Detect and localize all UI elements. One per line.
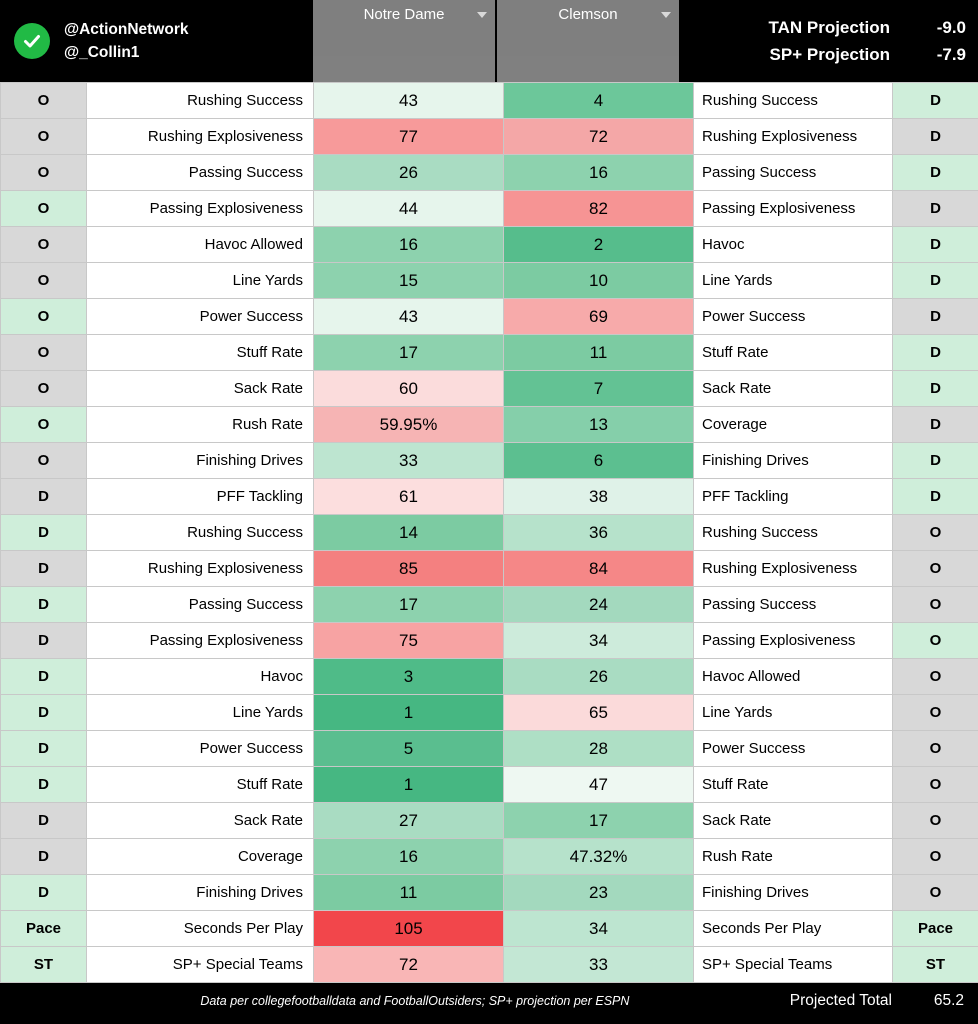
row-side-left: D: [1, 839, 87, 875]
row-value-left: 33: [314, 443, 504, 479]
row-value-left: 1: [314, 767, 504, 803]
projections-panel: [679, 0, 978, 82]
team-select-right[interactable]: [497, 0, 679, 29]
row-side-right: O: [893, 551, 978, 587]
row-metric-left: Rushing Success: [87, 83, 314, 119]
row-value-left: 17: [314, 587, 504, 623]
row-side-left: D: [1, 803, 87, 839]
row-side-left: O: [1, 407, 87, 443]
projected-total: [790, 992, 978, 1010]
table-row: [1, 299, 978, 335]
row-side-right: O: [893, 659, 978, 695]
row-value-left: 77: [314, 119, 504, 155]
row-metric-left: Rushing Explosiveness: [87, 551, 314, 587]
team-select-left-label: Notre Dame: [363, 6, 445, 23]
row-metric-right: Rushing Explosiveness: [694, 551, 893, 587]
row-value-right: 10: [504, 263, 694, 299]
row-value-left: 3: [314, 659, 504, 695]
team-selectors: [313, 0, 679, 82]
row-side-left: O: [1, 443, 87, 479]
row-metric-right: Finishing Drives: [694, 875, 893, 911]
handles: [64, 18, 188, 64]
row-value-left: 60: [314, 371, 504, 407]
verified-check-icon: [14, 23, 50, 59]
row-side-right: D: [893, 119, 978, 155]
projection-value: -9.0: [936, 18, 966, 37]
matchup-table: [0, 82, 978, 983]
row-side-left: D: [1, 659, 87, 695]
table-row: [1, 443, 978, 479]
row-side-right: O: [893, 803, 978, 839]
row-value-right: 34: [504, 911, 694, 947]
table-row: [1, 263, 978, 299]
row-metric-right: Stuff Rate: [694, 335, 893, 371]
table-row: [1, 479, 978, 515]
row-side-left: D: [1, 767, 87, 803]
row-metric-left: Passing Explosiveness: [87, 623, 314, 659]
row-metric-right: Havoc Allowed: [694, 659, 893, 695]
row-value-right: 82: [504, 191, 694, 227]
row-side-left: D: [1, 695, 87, 731]
row-side-left: D: [1, 479, 87, 515]
row-value-right: 13: [504, 407, 694, 443]
row-metric-left: Sack Rate: [87, 803, 314, 839]
table-row: [1, 695, 978, 731]
row-metric-left: Finishing Drives: [87, 443, 314, 479]
row-value-left: 44: [314, 191, 504, 227]
row-side-left: O: [1, 155, 87, 191]
row-metric-left: Stuff Rate: [87, 767, 314, 803]
row-side-right: D: [893, 479, 978, 515]
row-side-right: O: [893, 587, 978, 623]
row-side-left: O: [1, 371, 87, 407]
row-value-left: 16: [314, 227, 504, 263]
team-select-left[interactable]: [313, 0, 495, 29]
row-value-left: 14: [314, 515, 504, 551]
table-row: [1, 623, 978, 659]
row-value-right: 11: [504, 335, 694, 371]
row-value-right: 28: [504, 731, 694, 767]
row-value-left: 26: [314, 155, 504, 191]
row-metric-right: Line Yards: [694, 263, 893, 299]
row-value-left: 5: [314, 731, 504, 767]
table-row: [1, 119, 978, 155]
row-metric-left: Power Success: [87, 299, 314, 335]
row-metric-right: Coverage: [694, 407, 893, 443]
footer: [0, 983, 978, 1019]
row-metric-right: Stuff Rate: [694, 767, 893, 803]
row-value-right: 26: [504, 659, 694, 695]
row-value-right: 2: [504, 227, 694, 263]
projection-value: -7.9: [936, 45, 966, 64]
table-row: [1, 551, 978, 587]
table-row: [1, 587, 978, 623]
table-row: [1, 407, 978, 443]
row-side-right: O: [893, 623, 978, 659]
table-row: [1, 83, 978, 119]
row-metric-right: Power Success: [694, 299, 893, 335]
row-value-right: 47.32%: [504, 839, 694, 875]
row-metric-left: Havoc: [87, 659, 314, 695]
row-side-left: D: [1, 875, 87, 911]
row-side-left: O: [1, 299, 87, 335]
row-value-right: 47: [504, 767, 694, 803]
row-metric-left: Stuff Rate: [87, 335, 314, 371]
header-filler-left: [313, 29, 495, 56]
row-value-left: 85: [314, 551, 504, 587]
row-metric-right: Finishing Drives: [694, 443, 893, 479]
row-metric-left: Rushing Success: [87, 515, 314, 551]
header: [0, 0, 978, 82]
header-filler-row-2: [313, 56, 679, 82]
row-side-right: D: [893, 155, 978, 191]
projection-label: TAN Projection: [768, 18, 890, 37]
row-side-right: D: [893, 191, 978, 227]
row-value-right: 38: [504, 479, 694, 515]
row-metric-left: Line Yards: [87, 695, 314, 731]
table-row: [1, 947, 978, 983]
row-value-left: 43: [314, 299, 504, 335]
table-row: [1, 191, 978, 227]
team-selector-row: [313, 0, 679, 29]
row-side-right: D: [893, 299, 978, 335]
row-metric-right: Power Success: [694, 731, 893, 767]
projection-row: [679, 41, 966, 68]
row-side-right: D: [893, 371, 978, 407]
row-metric-left: Rush Rate: [87, 407, 314, 443]
chevron-down-icon: [661, 12, 671, 18]
row-side-right: O: [893, 767, 978, 803]
row-metric-right: Rushing Success: [694, 83, 893, 119]
row-metric-right: Passing Success: [694, 155, 893, 191]
row-side-right: D: [893, 407, 978, 443]
row-metric-right: Seconds Per Play: [694, 911, 893, 947]
row-side-left: O: [1, 263, 87, 299]
row-side-left: D: [1, 623, 87, 659]
row-side-right: D: [893, 83, 978, 119]
projected-total-label: Projected Total: [789, 992, 892, 1009]
chevron-down-icon: [477, 12, 487, 18]
row-side-left: D: [1, 731, 87, 767]
header-branding: [0, 0, 313, 82]
row-value-right: 7: [504, 371, 694, 407]
row-value-right: 84: [504, 551, 694, 587]
row-side-left: D: [1, 551, 87, 587]
row-metric-left: Passing Success: [87, 155, 314, 191]
row-metric-left: Sack Rate: [87, 371, 314, 407]
table-row: [1, 767, 978, 803]
handle-secondary: @_Collin1: [64, 44, 140, 61]
row-side-right: O: [893, 875, 978, 911]
row-value-right: 23: [504, 875, 694, 911]
projected-total-value: 65.2: [933, 992, 964, 1009]
handle-primary: @ActionNetwork: [64, 21, 189, 38]
row-metric-right: PFF Tackling: [694, 479, 893, 515]
projection-label: SP+ Projection: [769, 45, 890, 64]
row-value-right: 24: [504, 587, 694, 623]
header-filler-row-1: [313, 29, 679, 56]
row-side-right: D: [893, 227, 978, 263]
row-value-right: 17: [504, 803, 694, 839]
row-metric-left: Rushing Explosiveness: [87, 119, 314, 155]
row-metric-left: Passing Explosiveness: [87, 191, 314, 227]
row-metric-left: Passing Success: [87, 587, 314, 623]
row-value-left: 15: [314, 263, 504, 299]
table-row: [1, 515, 978, 551]
row-metric-right: Sack Rate: [694, 371, 893, 407]
row-value-left: 61: [314, 479, 504, 515]
row-side-left: Pace: [1, 911, 87, 947]
row-value-left: 11: [314, 875, 504, 911]
table-row: [1, 875, 978, 911]
row-side-left: D: [1, 515, 87, 551]
table-row: [1, 335, 978, 371]
row-value-right: 4: [504, 83, 694, 119]
header-filler2-left: [313, 56, 495, 82]
row-metric-right: Sack Rate: [694, 803, 893, 839]
row-metric-right: Havoc: [694, 227, 893, 263]
row-value-left: 17: [314, 335, 504, 371]
table-row: [1, 155, 978, 191]
table-row: [1, 911, 978, 947]
row-value-left: 27: [314, 803, 504, 839]
row-metric-left: Havoc Allowed: [87, 227, 314, 263]
row-value-left: 16: [314, 839, 504, 875]
footer-note: Data per collegefootballdata and FootballOutsiders; SP+ projection per ESPN: [200, 994, 630, 1008]
row-value-left: 105: [314, 911, 504, 947]
table-row: [1, 839, 978, 875]
row-metric-left: Power Success: [87, 731, 314, 767]
row-value-left: 43: [314, 83, 504, 119]
row-value-right: 33: [504, 947, 694, 983]
row-metric-right: Passing Success: [694, 587, 893, 623]
projection-row: [679, 14, 966, 41]
row-metric-right: Line Yards: [694, 695, 893, 731]
row-metric-right: Passing Explosiveness: [694, 623, 893, 659]
row-side-right: O: [893, 515, 978, 551]
row-side-right: D: [893, 263, 978, 299]
row-side-left: O: [1, 83, 87, 119]
header-filler2-right: [497, 56, 679, 82]
row-value-right: 69: [504, 299, 694, 335]
team-select-right-label: Clemson: [558, 6, 618, 23]
row-metric-left: Finishing Drives: [87, 875, 314, 911]
row-value-right: 36: [504, 515, 694, 551]
row-side-left: D: [1, 587, 87, 623]
matchup-table-body: [1, 83, 978, 983]
row-metric-left: Seconds Per Play: [87, 911, 314, 947]
row-metric-left: SP+ Special Teams: [87, 947, 314, 983]
row-side-right: O: [893, 695, 978, 731]
row-side-right: ST: [893, 947, 978, 983]
row-metric-left: PFF Tackling: [87, 479, 314, 515]
row-value-left: 1: [314, 695, 504, 731]
row-metric-right: SP+ Special Teams: [694, 947, 893, 983]
row-side-right: D: [893, 335, 978, 371]
row-side-left: O: [1, 191, 87, 227]
table-row: [1, 803, 978, 839]
row-side-left: ST: [1, 947, 87, 983]
table-row: [1, 659, 978, 695]
header-filler-right: [497, 29, 679, 56]
row-side-left: O: [1, 335, 87, 371]
row-side-right: O: [893, 839, 978, 875]
row-value-right: 6: [504, 443, 694, 479]
row-metric-left: Coverage: [87, 839, 314, 875]
row-side-right: D: [893, 443, 978, 479]
row-value-right: 16: [504, 155, 694, 191]
row-value-right: 72: [504, 119, 694, 155]
row-metric-right: Rushing Explosiveness: [694, 119, 893, 155]
row-side-right: O: [893, 731, 978, 767]
row-metric-right: Passing Explosiveness: [694, 191, 893, 227]
row-side-left: O: [1, 119, 87, 155]
row-metric-left: Line Yards: [87, 263, 314, 299]
row-value-left: 59.95%: [314, 407, 504, 443]
row-metric-right: Rushing Success: [694, 515, 893, 551]
table-row: [1, 731, 978, 767]
row-value-left: 75: [314, 623, 504, 659]
table-row: [1, 371, 978, 407]
row-value-left: 72: [314, 947, 504, 983]
row-metric-right: Rush Rate: [694, 839, 893, 875]
row-value-right: 34: [504, 623, 694, 659]
row-side-left: O: [1, 227, 87, 263]
row-side-right: Pace: [893, 911, 978, 947]
row-value-right: 65: [504, 695, 694, 731]
table-row: [1, 227, 978, 263]
